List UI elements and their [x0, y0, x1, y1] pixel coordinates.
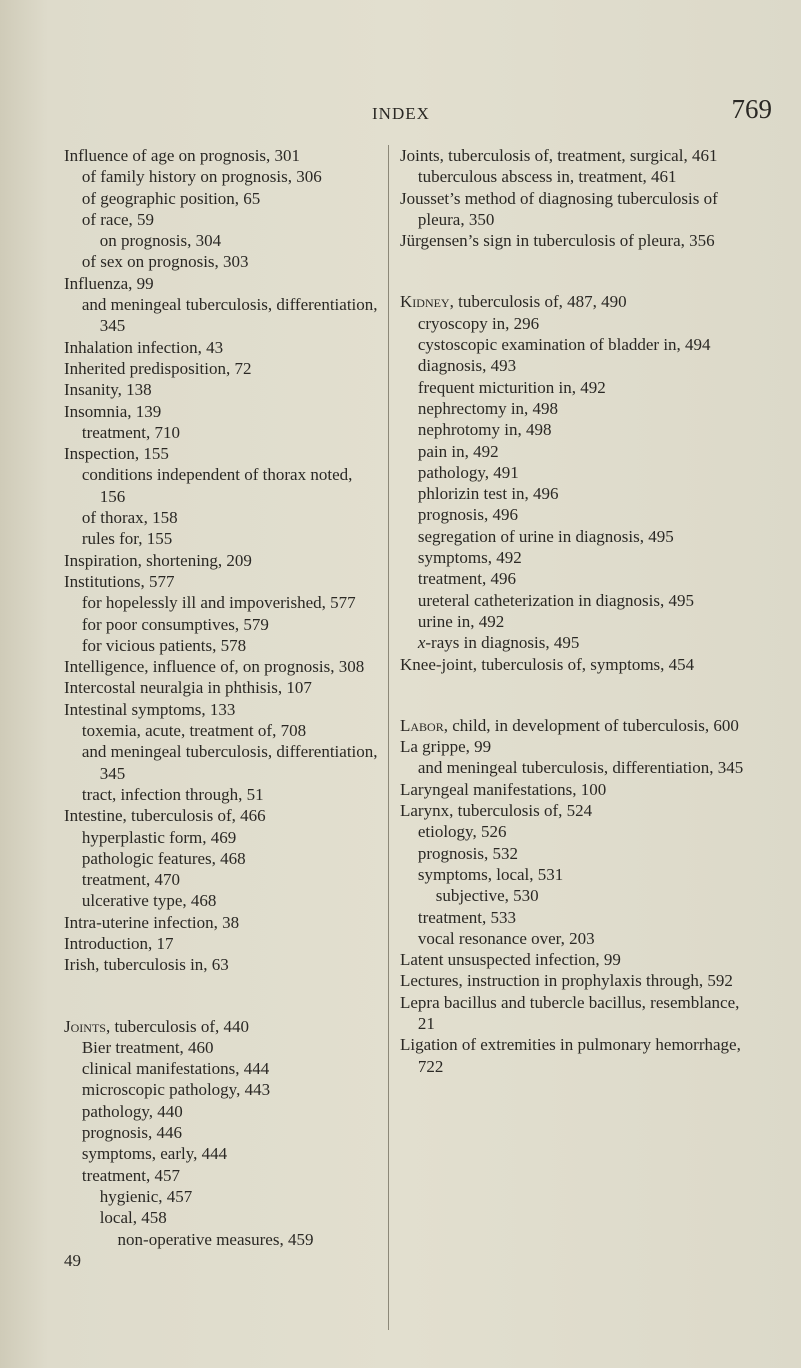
index-letter-gap [64, 976, 382, 1016]
index-entry-text: Intestinal symptoms, 133 [64, 699, 236, 719]
index-entry [400, 1034, 758, 1077]
index-subentry [400, 441, 758, 462]
index-entry-text: pathologic features, 468 [81, 848, 246, 868]
index-entry [400, 970, 758, 991]
index-subentry [64, 294, 382, 337]
index-subentry [400, 526, 758, 547]
index-entry-text: local, 458 [99, 1208, 167, 1228]
index-entry [64, 379, 382, 400]
index-subentry [400, 864, 758, 885]
index-entry-text: conditions independent of thorax noted, 156 [81, 465, 353, 506]
index-entry-text: microscopic pathology, 443 [81, 1080, 271, 1100]
index-entry-text: subjective, 530 [435, 886, 539, 906]
index-subentry [64, 209, 382, 230]
index-entry-text: and meningeal tuberculosis, differentiation, 345 [417, 758, 744, 778]
index-entry-heading-word: Joints [64, 1016, 106, 1036]
index-subentry [64, 230, 382, 251]
index-entry-text: Jousset’s method of diagnosing tuberculosis of pleura, 350 [400, 188, 718, 229]
index-subentry [64, 422, 382, 443]
index-subentry [64, 464, 382, 507]
index-entry-text: , tuberculosis of, 487, 490 [449, 292, 627, 312]
index-subentry [64, 1186, 382, 1207]
index-subentry [64, 188, 382, 209]
index-subentry [64, 1143, 382, 1164]
index-subentry [64, 635, 382, 656]
index-entry-text: clinical manifestations, 444 [81, 1059, 270, 1079]
index-entry [400, 736, 758, 757]
index-entry [64, 677, 382, 698]
index-entry-text: on prognosis, 304 [99, 231, 222, 251]
index-entry-text: for hopelessly ill and impoverished, 577 [81, 593, 356, 613]
index-entry-text: and meningeal tuberculosis, differentiation, 345 [81, 295, 378, 336]
index-subentry [400, 632, 758, 653]
index-entry-text: tuberculous abscess in, treatment, 461 [417, 167, 677, 187]
index-entry [400, 715, 758, 736]
index-entry-text: Institutions, 577 [64, 571, 175, 591]
index-entry-text: of family history on prognosis, 306 [81, 167, 322, 187]
index-entry [400, 800, 758, 821]
index-entry-text: prognosis, 532 [417, 843, 518, 863]
index-column-left [64, 145, 382, 1271]
index-entry-text: symptoms, 492 [417, 548, 522, 568]
index-subentry [64, 251, 382, 272]
index-entry-text: Larynx, tuberculosis of, 524 [400, 801, 593, 821]
index-entry-text: prognosis, 446 [81, 1123, 182, 1143]
index-subentry [64, 1207, 382, 1228]
index-entry-text: Lectures, instruction in prophylaxis through, 592 [400, 971, 733, 991]
index-entry-text: Joints, tuberculosis of, treatment, surgical, 461 [400, 146, 718, 165]
index-subentry [400, 462, 758, 483]
index-subentry [400, 398, 758, 419]
index-entry [64, 805, 382, 826]
column-divider [388, 145, 389, 1330]
index-letter-gap [400, 675, 758, 715]
index-entry-text: ureteral catheterization in diagnosis, 495 [417, 590, 694, 610]
index-entry-text: pathology, 491 [417, 462, 519, 482]
index-entry [64, 337, 382, 358]
index-entry [64, 401, 382, 422]
index-entry-text: Knee-joint, tuberculosis of, symptoms, 454 [400, 654, 695, 674]
index-subentry [64, 890, 382, 911]
index-entry-text: pathology, 440 [81, 1101, 183, 1121]
index-subentry [400, 928, 758, 949]
index-subentry [400, 568, 758, 589]
index-entry-text: treatment, 710 [81, 422, 181, 442]
index-entry [64, 954, 382, 975]
index-entry-text: -rays in diagnosis, 495 [425, 633, 580, 653]
index-entry-text: Bier treatment, 460 [81, 1037, 214, 1057]
index-entry-text: non-operative measures, 459 [117, 1229, 314, 1249]
index-entry-text: Influenza, 99 [64, 273, 154, 293]
index-subentry [400, 166, 758, 187]
index-entry-text: cystoscopic examination of bladder in, 494 [417, 335, 711, 355]
index-entry-text: nephrectomy in, 498 [417, 398, 559, 418]
index-entry-text: hygienic, 457 [99, 1186, 193, 1206]
index-entry-text: urine in, 492 [417, 611, 505, 631]
index-entry-text: phlorizin test in, 496 [417, 484, 559, 504]
index-entry-text: Laryngeal manifestations, 100 [400, 779, 607, 799]
index-subentry [400, 419, 758, 440]
index-subentry [64, 1101, 382, 1122]
index-subentry [64, 784, 382, 805]
index-entry-text: diagnosis, 493 [417, 356, 517, 376]
index-entry-text: treatment, 457 [81, 1165, 181, 1185]
index-entry [64, 145, 382, 166]
index-entry [64, 1250, 382, 1271]
index-entry-text: tract, infection through, 51 [81, 784, 264, 804]
index-entry-text: prognosis, 496 [417, 505, 518, 525]
index-entry-heading-word: Kidney [400, 292, 450, 312]
index-subentry [64, 1079, 382, 1100]
index-column-right [400, 145, 758, 1077]
index-entry-text: Intestine, tuberculosis of, 466 [64, 806, 266, 826]
index-subentry [400, 334, 758, 355]
index-entry [64, 1016, 382, 1037]
index-subentry [400, 843, 758, 864]
index-entry [64, 699, 382, 720]
index-entry-text: treatment, 470 [81, 870, 181, 890]
index-subentry [400, 590, 758, 611]
index-entry [400, 145, 758, 166]
index-entry-text: cryoscopy in, 296 [417, 313, 540, 333]
index-entry-text: Lepra bacillus and tubercle bacillus, resemblance, 21 [400, 992, 740, 1033]
index-subentry [64, 1058, 382, 1079]
index-entry [400, 188, 758, 231]
index-subentry [64, 614, 382, 635]
index-entry [400, 992, 758, 1035]
index-entry-text: Influence of age on prognosis, 301 [64, 146, 301, 165]
index-entry-text: for poor consumptives, 579 [81, 614, 269, 634]
index-entry-text: Intra-uterine infection, 38 [64, 912, 240, 932]
index-entry-text: rules for, 155 [81, 529, 173, 549]
index-subentry [64, 528, 382, 549]
index-entry-italic-word: x [417, 633, 426, 653]
index-entry-text: pain in, 492 [417, 441, 499, 461]
index-subentry [400, 611, 758, 632]
index-subentry [64, 827, 382, 848]
index-entry-text: Inspection, 155 [64, 444, 169, 464]
index-entry [400, 230, 758, 251]
index-subentry [64, 1122, 382, 1143]
index-entry-text: etiology, 526 [417, 822, 507, 842]
index-subentry [64, 848, 382, 869]
index-entry [64, 933, 382, 954]
index-entry-text: toxemia, acute, treatment of, 708 [81, 721, 307, 741]
index-subentry [64, 1165, 382, 1186]
index-entry [400, 779, 758, 800]
index-entry-text: , child, in development of tuberculosis, 600 [443, 715, 739, 735]
index-entry-text: Irish, tuberculosis in, 63 [64, 955, 229, 975]
index-subentry [64, 592, 382, 613]
index-entry-text: and meningeal tuberculosis, differentiation, 345 [81, 742, 378, 783]
index-entry-text: 49 [64, 1250, 81, 1270]
index-entry-text: Introduction, 17 [64, 933, 174, 953]
index-entry [64, 443, 382, 464]
index-entry [64, 550, 382, 571]
index-entry [64, 912, 382, 933]
index-subentry [400, 547, 758, 568]
index-entry-text: Latent unsuspected infection, 99 [400, 950, 621, 970]
index-entry [64, 358, 382, 379]
index-entry-text: of thorax, 158 [81, 508, 178, 528]
index-entry-text: , tuberculosis of, 440 [105, 1016, 250, 1036]
index-entry-text: Insanity, 138 [64, 380, 152, 400]
index-entry-text: of geographic position, 65 [81, 188, 261, 208]
index-entry [400, 949, 758, 970]
index-subentry [400, 885, 758, 906]
index-entry-text: treatment, 533 [417, 907, 517, 927]
index-subentry [64, 1037, 382, 1058]
index-subentry [64, 720, 382, 741]
index-entry [64, 656, 382, 677]
index-entry [64, 571, 382, 592]
index-subentry [400, 483, 758, 504]
index-entry-text: Intercostal neuralgia in phthisis, 107 [64, 678, 312, 698]
index-entry-text: for vicious patients, 578 [81, 635, 247, 655]
index-subentry [400, 504, 758, 525]
index-entry-text: nephrotomy in, 498 [417, 420, 552, 440]
index-subentry [400, 757, 758, 778]
running-head-title: INDEX [372, 104, 430, 123]
index-entry-text: Inspiration, shortening, 209 [64, 550, 252, 570]
index-entry [400, 654, 758, 675]
index-entry-text: frequent micturition in, 492 [417, 377, 606, 397]
index-entry-text: Jürgensen’s sign in tuberculosis of pleura, 356 [400, 231, 715, 251]
index-entry-text: hyperplastic form, 469 [81, 827, 237, 847]
index-subentry [400, 313, 758, 334]
index-entry-text: vocal resonance over, 203 [417, 928, 595, 948]
index-letter-gap [400, 251, 758, 291]
index-entry-text: symptoms, early, 444 [81, 1144, 228, 1164]
index-entry-text: of sex on prognosis, 303 [81, 252, 249, 272]
index-subentry [400, 377, 758, 398]
index-subentry [64, 166, 382, 187]
index-subentry [64, 741, 382, 784]
index-entry [64, 273, 382, 294]
index-subentry [400, 355, 758, 376]
index-entry-text: Ligation of extremities in pulmonary hemorrhage, 722 [400, 1035, 741, 1076]
index-entry-text: segregation of urine in diagnosis, 495 [417, 526, 674, 546]
index-entry-text: La grippe, 99 [400, 737, 492, 757]
index-subentry [64, 1229, 382, 1250]
running-head [372, 92, 772, 128]
index-subentry [400, 821, 758, 842]
index-entry-text: Insomnia, 139 [64, 401, 162, 421]
index-subentry [64, 869, 382, 890]
index-entry-text: Intelligence, influence of, on prognosis, 308 [64, 657, 365, 677]
index-entry [400, 291, 758, 312]
page-number: 769 [731, 94, 772, 124]
index-entry-text: ulcerative type, 468 [81, 891, 217, 911]
index-subentry [400, 907, 758, 928]
index-entry-text: Inhalation infection, 43 [64, 337, 224, 357]
index-entry-text: Inherited predisposition, 72 [64, 358, 252, 378]
index-entry-heading-word: Labor [400, 715, 444, 735]
index-subentry [64, 507, 382, 528]
index-entry-text: of race, 59 [81, 209, 155, 229]
index-entry-text: symptoms, local, 531 [417, 864, 564, 884]
index-entry-text: treatment, 496 [417, 569, 517, 589]
